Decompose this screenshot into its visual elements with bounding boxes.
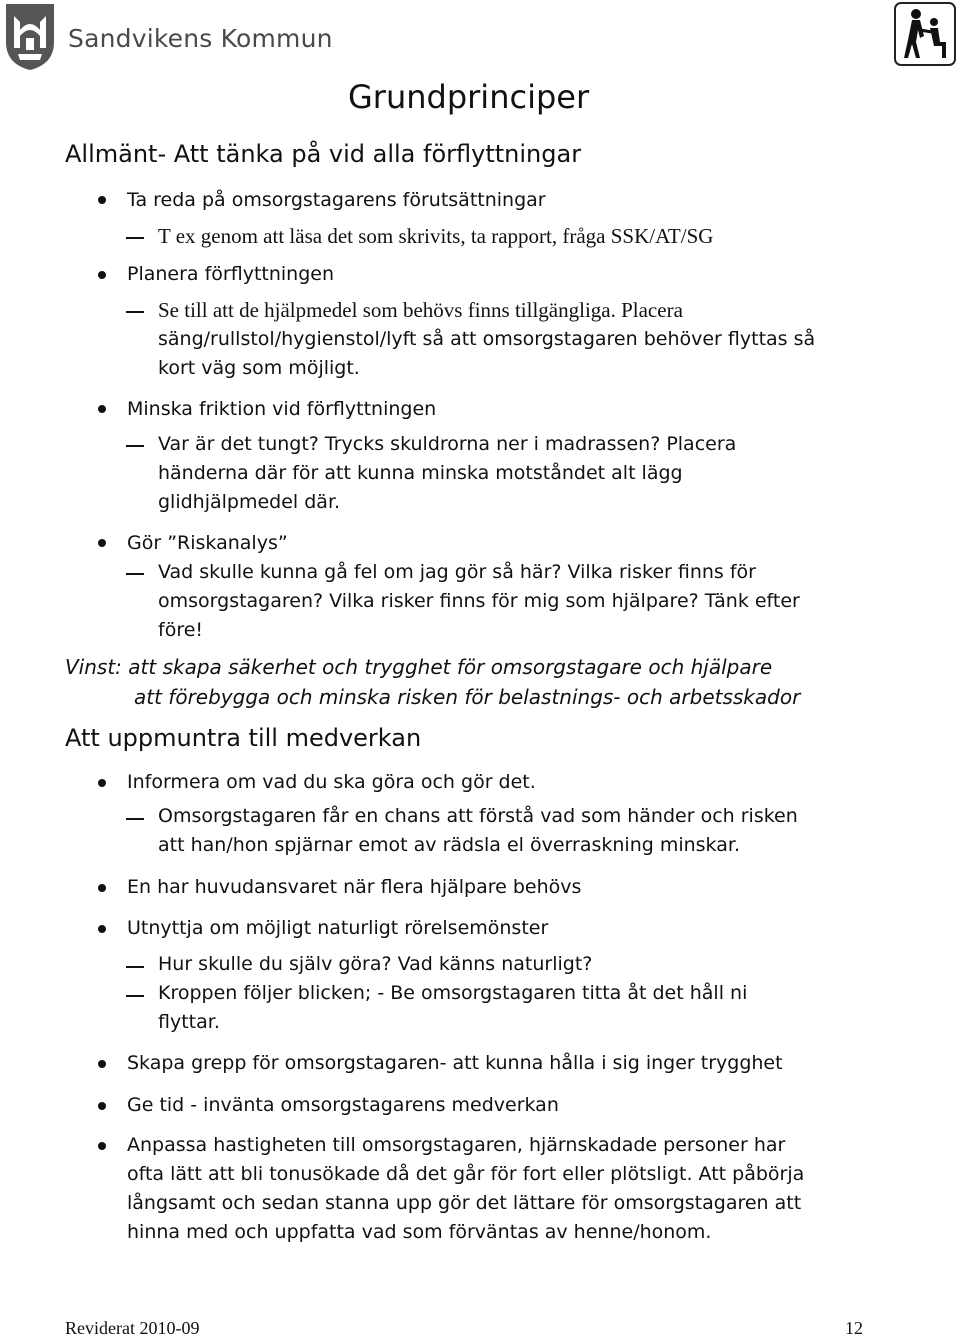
dash-icon — [126, 445, 144, 447]
sub-item-line-3: glidhjälpmedel där. — [158, 491, 341, 513]
bullet-icon — [98, 1142, 106, 1150]
list-item: En har huvudansvaret när flera hjälpare behövs — [127, 876, 582, 898]
dash-icon — [126, 237, 144, 239]
list-item: Planera förflyttningen — [127, 263, 334, 285]
dash-icon — [126, 995, 144, 997]
bullet-icon — [98, 925, 106, 933]
list-item: Ta reda på omsorgstagarens förutsättningar — [127, 189, 546, 211]
bullet-icon — [98, 884, 106, 892]
bullet-icon — [98, 779, 106, 787]
sub-item-line-2: omsorgstagaren? Vilka risker finns för mig som hjälpare? Tänk efter — [158, 590, 800, 612]
sub-item-line — [158, 296, 683, 326]
sub-item-line-2: flyttar. — [158, 1011, 220, 1033]
dash-icon — [126, 311, 144, 313]
list-item: Utnyttja om möjligt naturligt rörelsemönster — [127, 917, 549, 939]
section-heading-general: Allmänt- Att tänka på vid alla förflyttningar — [65, 140, 582, 168]
dash-icon — [126, 573, 144, 575]
sub-item: T ex genom att läsa det som skrivits, ta rapport, fråga SSK/AT/SG — [158, 224, 714, 248]
sub-item-line-1: Vad skulle kunna gå fel om jag gör så här? Vilka risker finns för — [158, 561, 756, 583]
page-number: 12 — [845, 1318, 863, 1338]
sub-item: Hur skulle du själv göra? Vad känns naturligt? — [158, 953, 593, 975]
list-item-line-1: Anpassa hastigheten till omsorgstagaren, hjärnskadade personer har — [127, 1134, 786, 1156]
sub-item-line-2: händerna där för att kunna minska motståndet alt lägg — [158, 462, 683, 484]
dash-icon — [126, 818, 144, 820]
sub-item-line-2: att han/hon spjärnar emot av rädsla el överraskning minskar. — [158, 834, 740, 856]
bullet-icon — [98, 271, 106, 279]
sub-item-line-3: före! — [158, 619, 204, 641]
sub-item-line-1: Var är det tungt? Trycks skuldrorna ner i madrassen? Placera — [158, 433, 737, 455]
page-title: Grundprinciper — [348, 78, 590, 116]
bullet-icon — [98, 1060, 106, 1068]
revision-date: Reviderat 2010-09 — [65, 1318, 200, 1338]
list-item: Minska friktion vid förflyttningen — [127, 398, 437, 420]
list-item: Informera om vad du ska göra och gör det. — [127, 771, 536, 793]
section-heading-encourage: Att uppmuntra till medverkan — [65, 724, 422, 752]
bullet-icon — [98, 539, 106, 547]
bullet-icon — [98, 196, 106, 204]
municipal-crest-icon — [4, 2, 56, 72]
list-item: Ge tid - invänta omsorgstagarens medverkan — [127, 1094, 559, 1116]
sub-item-line-3: kort väg som möjligt. — [158, 357, 360, 379]
sub-item-line-1: Omsorgstagaren får en chans att förstå vad som händer och risken — [158, 805, 798, 827]
municipality-logo — [4, 2, 333, 74]
benefit-statement: Vinst: att skapa säkerhet och trygghet för omsorgstagare och hjälpare — [65, 655, 773, 679]
dash-icon — [126, 966, 144, 968]
list-item: Gör ”Riskanalys” — [127, 532, 288, 554]
bullet-icon — [98, 1102, 106, 1110]
logo-text: Sandvikens Kommun — [68, 24, 333, 53]
caregiver-lifting-person-icon — [894, 2, 956, 70]
list-item-line-3: långsamt och sedan stanna upp gör det lättare för omsorgstagaren att — [127, 1192, 802, 1214]
sub-item-line-2: säng/rullstol/hygienstol/lyft så att omsorgstagaren behöver flyttas så — [158, 328, 816, 350]
list-item: Skapa grepp för omsorgstagaren- att kunna hålla i sig inger trygghet — [127, 1052, 783, 1074]
list-item-line-4: hinna med och uppfatta vad som förväntas av henne/honom. — [127, 1221, 712, 1243]
sub-item-line-1: Kroppen följer blicken; - Be omsorgstagaren titta åt det håll ni — [158, 982, 748, 1004]
list-item-line-2: ofta lätt att bli tonusökade då det går för fort eller plötsligt. Att påbörja — [127, 1163, 805, 1185]
sub-item-line-1: Se till att de hjälpmedel som behövs finns tillgängliga. Placera — [158, 298, 683, 322]
benefit-statement-line-2: att förebygga och minska risken för belastnings- och arbetsskador — [134, 685, 801, 709]
bullet-icon — [98, 405, 106, 413]
